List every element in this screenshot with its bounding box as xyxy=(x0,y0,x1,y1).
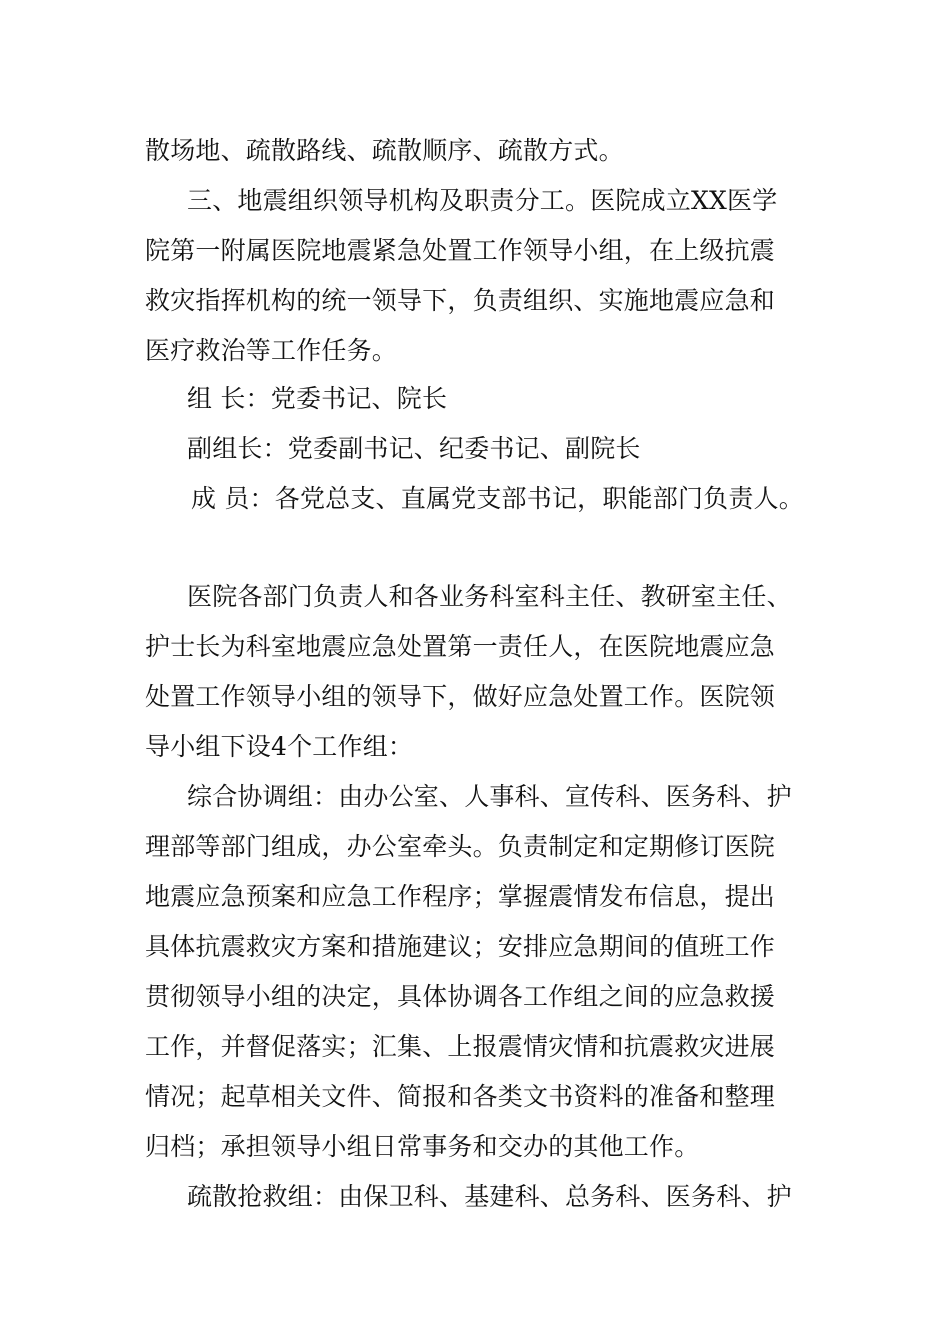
text-line-4: 救灾指挥机构的统一领导下，负责组织、实施地震应急和 xyxy=(145,286,776,315)
text-line-5: 医疗救治等工作任务。 xyxy=(145,336,398,365)
text-line-1: 散场地、疏散路线、疏散顺序、疏散方式。 xyxy=(145,136,624,165)
section-heading-line: 三、地震组织领导机构及职责分工。医院成立XX医学 xyxy=(187,186,778,215)
text-line-9: 医院各部门负责人和各业务科室科主任、教研室主任、 xyxy=(187,582,792,611)
text-line-14: 理部等部门组成，办公室牵头。负责制定和定期修订医院 xyxy=(145,832,776,861)
text-line-11: 处置工作领导小组的领导下，做好应急处置工作。医院领 xyxy=(145,682,776,711)
members-line: 成 员：各党总支、直属党支部书记，职能部门负责人。 xyxy=(191,484,804,513)
text-line-17: 贯彻领导小组的决定，具体协调各工作组之间的应急救援 xyxy=(145,982,776,1011)
text-line-18: 工作，并督促落实；汇集、上报震情灾情和抗震救灾进展 xyxy=(145,1032,776,1061)
text-line-16: 具体抗震救灾方案和措施建议；安排应急期间的值班工作 xyxy=(145,932,776,961)
text-line-15: 地震应急预案和应急工作程序；掌握震情发布信息，提出 xyxy=(145,882,776,911)
coordination-group-line: 综合协调组：由办公室、人事科、宣传科、医务科、护 xyxy=(187,782,792,811)
text-line-20: 归档；承担领导小组日常事务和交办的其他工作。 xyxy=(145,1132,700,1161)
evacuation-group-line: 疏散抢救组：由保卫科、基建科、总务科、医务科、护 xyxy=(187,1182,792,1211)
text-line-3: 院第一附属医院地震紧急处置工作领导小组，在上级抗震 xyxy=(145,236,776,265)
text-line-19: 情况；起草相关文件、简报和各类文书资料的准备和整理 xyxy=(145,1082,776,1111)
text-line-12: 导小组下设4个工作组： xyxy=(145,732,414,761)
text-line-10: 护士长为科室地震应急处置第一责任人，在医院地震应急 xyxy=(145,632,776,661)
leader-line: 组 长：党委书记、院长 xyxy=(187,384,448,413)
deputy-leader-line: 副组长：党委副书记、纪委书记、副院长 xyxy=(187,434,641,463)
